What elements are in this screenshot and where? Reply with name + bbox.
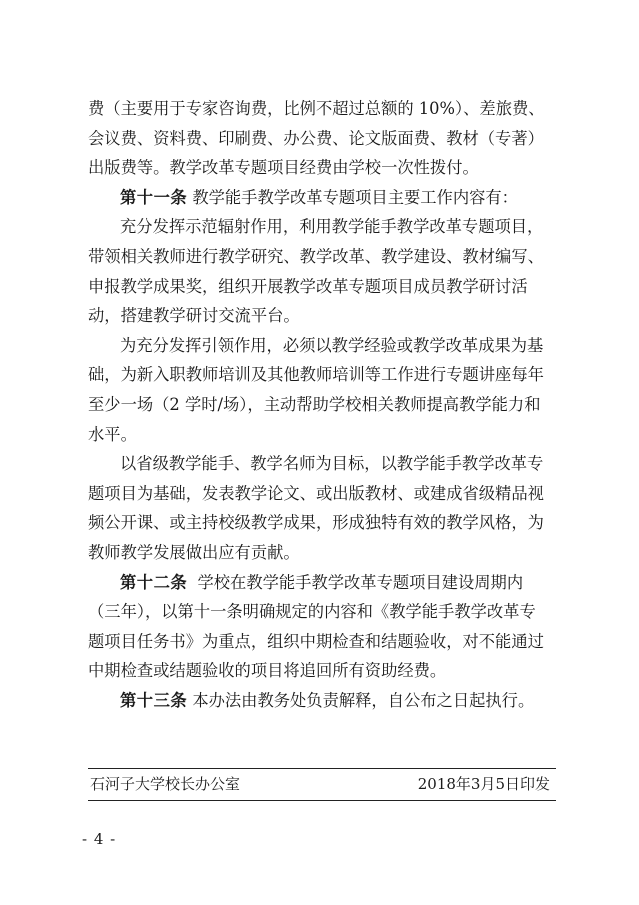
article-13-heading: 第十三条	[120, 690, 188, 710]
paragraph-demonstration-role	[88, 212, 556, 330]
text-line: 频公开课、或主持校级教学成果，形成独特有效的教学风格，为	[88, 513, 544, 533]
document-body	[88, 94, 556, 715]
text-line: 带领相关教师进行教学研究、教学改革、教学建设、教材编写、	[88, 246, 544, 266]
article-12-heading: 第十二条	[120, 572, 188, 592]
text-line: 以省级教学能手、教学名师为目标，以教学能手教学改革专	[120, 454, 544, 474]
text-line	[88, 686, 556, 716]
paragraph-article-13	[88, 686, 556, 716]
footer-date: 2018年3月5日印发	[417, 775, 550, 793]
text-line: 水平。	[88, 424, 137, 444]
text-line: 申报教学成果奖，组织开展教学改革专题项目成员教学研讨活	[88, 276, 528, 296]
text-line	[88, 568, 556, 598]
article-13-text: 本办法由教务处负责解释，自公布之日起执行。	[187, 690, 535, 710]
text-line: 至少一场（2 学时/场），主动帮助学校相关教师提高教学能力和	[88, 394, 541, 414]
text-line: 会议费、资料费、印刷费、办公费、论文版面费、教材（专著）	[88, 128, 544, 148]
text-line: 出版费等。教学改革专题项目经费由学校一次性拨付。	[88, 158, 479, 178]
page-number: - 4 -	[82, 830, 117, 848]
paragraph-article-12	[88, 568, 556, 686]
paragraph-provincial-goal	[88, 449, 556, 567]
text-line: 充分发挥示范辐射作用，利用教学能手教学改革专题项目，	[120, 217, 544, 237]
text-line: 础，为新入职教师培训及其他教师培训等工作进行专题讲座每年	[88, 365, 544, 385]
paragraph-article-11	[88, 183, 556, 213]
text-line: 中期检查或结题验收的项目将追回所有资助经费。	[88, 661, 447, 681]
footer-issuer: 石河子大学校长办公室	[90, 775, 241, 793]
text-line: 题项目为基础，发表教学论文、或出版教材、或建成省级精品视	[88, 483, 544, 503]
article-11-heading: 第十一条	[120, 187, 188, 207]
text-line: （三年），以第十一条明确规定的内容和《教学能手教学改革专	[88, 602, 536, 622]
text-line: 费（主要用于专家咨询费，比例不超过总额的 10%）、差旅费、	[88, 99, 545, 118]
paragraph-expense-continuation	[88, 94, 556, 183]
text-line: 为充分发挥引领作用，必须以教学经验或教学改革成果为基	[120, 335, 544, 355]
text-line	[88, 183, 556, 213]
paragraph-leading-role	[88, 331, 556, 449]
text-line: 教师教学发展做出应有贡献。	[88, 542, 300, 562]
text-line: 题项目任务书》为重点，组织中期检查和结题验收，对不能通过	[88, 631, 544, 651]
footer-top-rule	[88, 768, 556, 769]
article-11-text: 教学能手教学改革专题项目主要工作内容有：	[187, 187, 518, 207]
text-line: 动，搭建教学研讨交流平台。	[88, 306, 300, 326]
footer-bottom-rule	[88, 800, 556, 801]
footer	[90, 772, 554, 796]
article-12-text: 学校在教学能手教学改革专题项目建设周期内	[187, 572, 524, 592]
